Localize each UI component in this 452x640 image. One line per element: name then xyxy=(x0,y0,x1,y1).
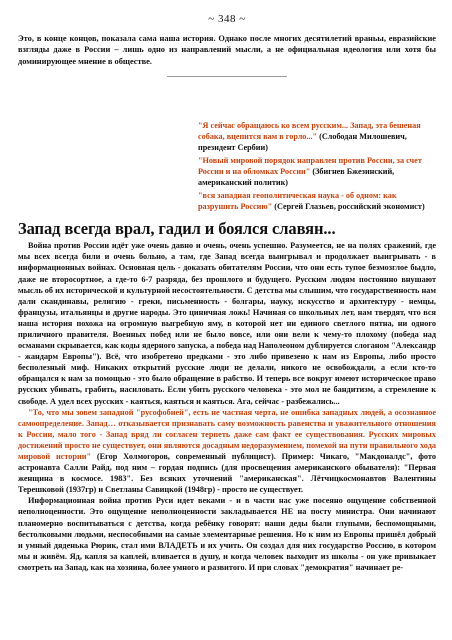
epigraph-quote-brzezinski xyxy=(198,155,436,188)
quote-source: (Слободан Милошевич, президент Сербии) xyxy=(198,132,407,153)
decorative-divider xyxy=(167,76,287,77)
paragraph-text-tail: (Егор Холмогоров, современный публицист). Пример: Чикаго, "Макдоналдс", фото астронавта Салли Райд, под ним – гордая подпись (для просвещения американского обывателя): "Первая женщина в космосе. 1983". Без всяких уточнений "американская". Лётчицкосмонавтов Валентины Терешковой (1937гр) и Светланы Савицкой (1948гр) - просто не существует. xyxy=(18,452,436,495)
body-text xyxy=(18,240,436,573)
epigraph-quote-milosevic xyxy=(198,120,436,153)
epigraph-quote-glazyev xyxy=(198,190,436,212)
body-paragraph-1 xyxy=(18,240,436,406)
epigraph-quotes xyxy=(198,120,436,212)
quote-text: "вся западная геополитическая наука - об одном: как разрушить Россию" xyxy=(198,191,397,212)
body-paragraph-3 xyxy=(18,495,436,573)
body-paragraph-2 xyxy=(18,407,436,496)
quote-text: "Я сейчас обращаюсь ко всем русским... Запад, эта бешеная собака, вцепится вам в горло..." xyxy=(198,121,421,142)
paragraph-text: Война против России идёт уже очень давно и очень, очень успешно. Разумеется, не на полях сражений, где мы всех всегда били и очень больно, а там, где Запад всегда выигрывал и продолжает выигрывать - в информационных войнах. Основная цель - доказать обитателям России, что они есть тупое безмозглое быдло, даже не второсортное, а где-то 6-7 разряда, без прошлого и будущего. Русским людям постоянно внушают мысль об их исторической и культурной несостоятельности. С детства мы слышим, что государственность нам дали скандинавы, религию - греки, письменность - болгары, науку, искусство и архитектуру - немцы, французы, итальянцы и другие народы. Это циничная ложь! Начиная со школьных лет, нам твердят, что вся наша история похожа на огромную выгребную яму, в которой нет ни единого светлого пятна, ни одного приличного правителя. Военных побед или не было вовсе, или они вели к чему-то плохому (победа над османами скрывается, как коды ядерного запуска, а победа над Наполеоном дублируется слоганом "Александр - жандарм Европы"). Всё, что изобретено предками - это либо привезено к нам из Европы, либо просто бесполезный миф. Никаких открытий русские люди не делали, никого не освобождали, а если кто-то обращался к нам за помощью - это было обращение в рабство. И теперь все вокруг имеют историческое право русских убивать, грабить, насиловать. Если убить русского человека - это мол не бандитизм, а стремление к свободе. А удел всех русских - каяться, каяться и каяться. Ага, сейчас - разбежались... xyxy=(18,241,436,406)
intro-paragraph: Это, в конце концов, показала сама наша история. Однако после многих десятилетий враньы, евразийские взгляды даже в России – лишь одно из направлений мысли, а не официальная идеология или хотя бы доминирующее мнение в обществе. xyxy=(18,34,436,66)
page-number: ~ 348 ~ xyxy=(208,13,246,25)
quote-source: (Сергей Глазьев, российский экономист) xyxy=(272,202,425,212)
section-title: Запад всегда врал, гадил и боялся славян... xyxy=(18,219,336,239)
quote-text: "Новый мировой порядок направлен против России, за счет России и на обломках России" xyxy=(198,156,422,177)
paragraph-text: Информационная война против Руси идет веками - и в части нас уже посеяно ощущение собственной неполноценности. Это ощущение неполноценности закладывается НЕ на посту министра. Они начинают планомерно воспитываться с детства, когда ребёнку говорят: наши деды были глупыми, беспомощными, бестолковыми людьми, неспособными на самые элементарные решения. Но к ним из Европы пришёл добрый и умный дяденька Рюрик, стал ими ВЛАДЕТЬ и их учить. Он создал для них государство Россию, в котором мы и живём. Яд, капля за каплей, вливается в душу, и когда человек выходит из школы - он уже привыкает смотреть на Запад, как на хозяина, более умного и развитого. И при словах "демократия" начинает ре- xyxy=(18,496,436,572)
paragraph-quote: "То, что мы зовем западной "русофобией", есть не частная черта, не ошибка западных людей, а осознанное самоопределение. Запад… отказывается признавать саму возможность равенства и уважительного отношения к России, мало того - Запад вряд ли согласен терпеть даже сам факт ее существования. Русских мировых достижений просто не существует, они являются досадным недоразумением, помехой на пути правильного хода мировой истории" xyxy=(18,407,436,461)
quote-source: (Збигнев Бжезинский, американский политик) xyxy=(198,167,395,188)
